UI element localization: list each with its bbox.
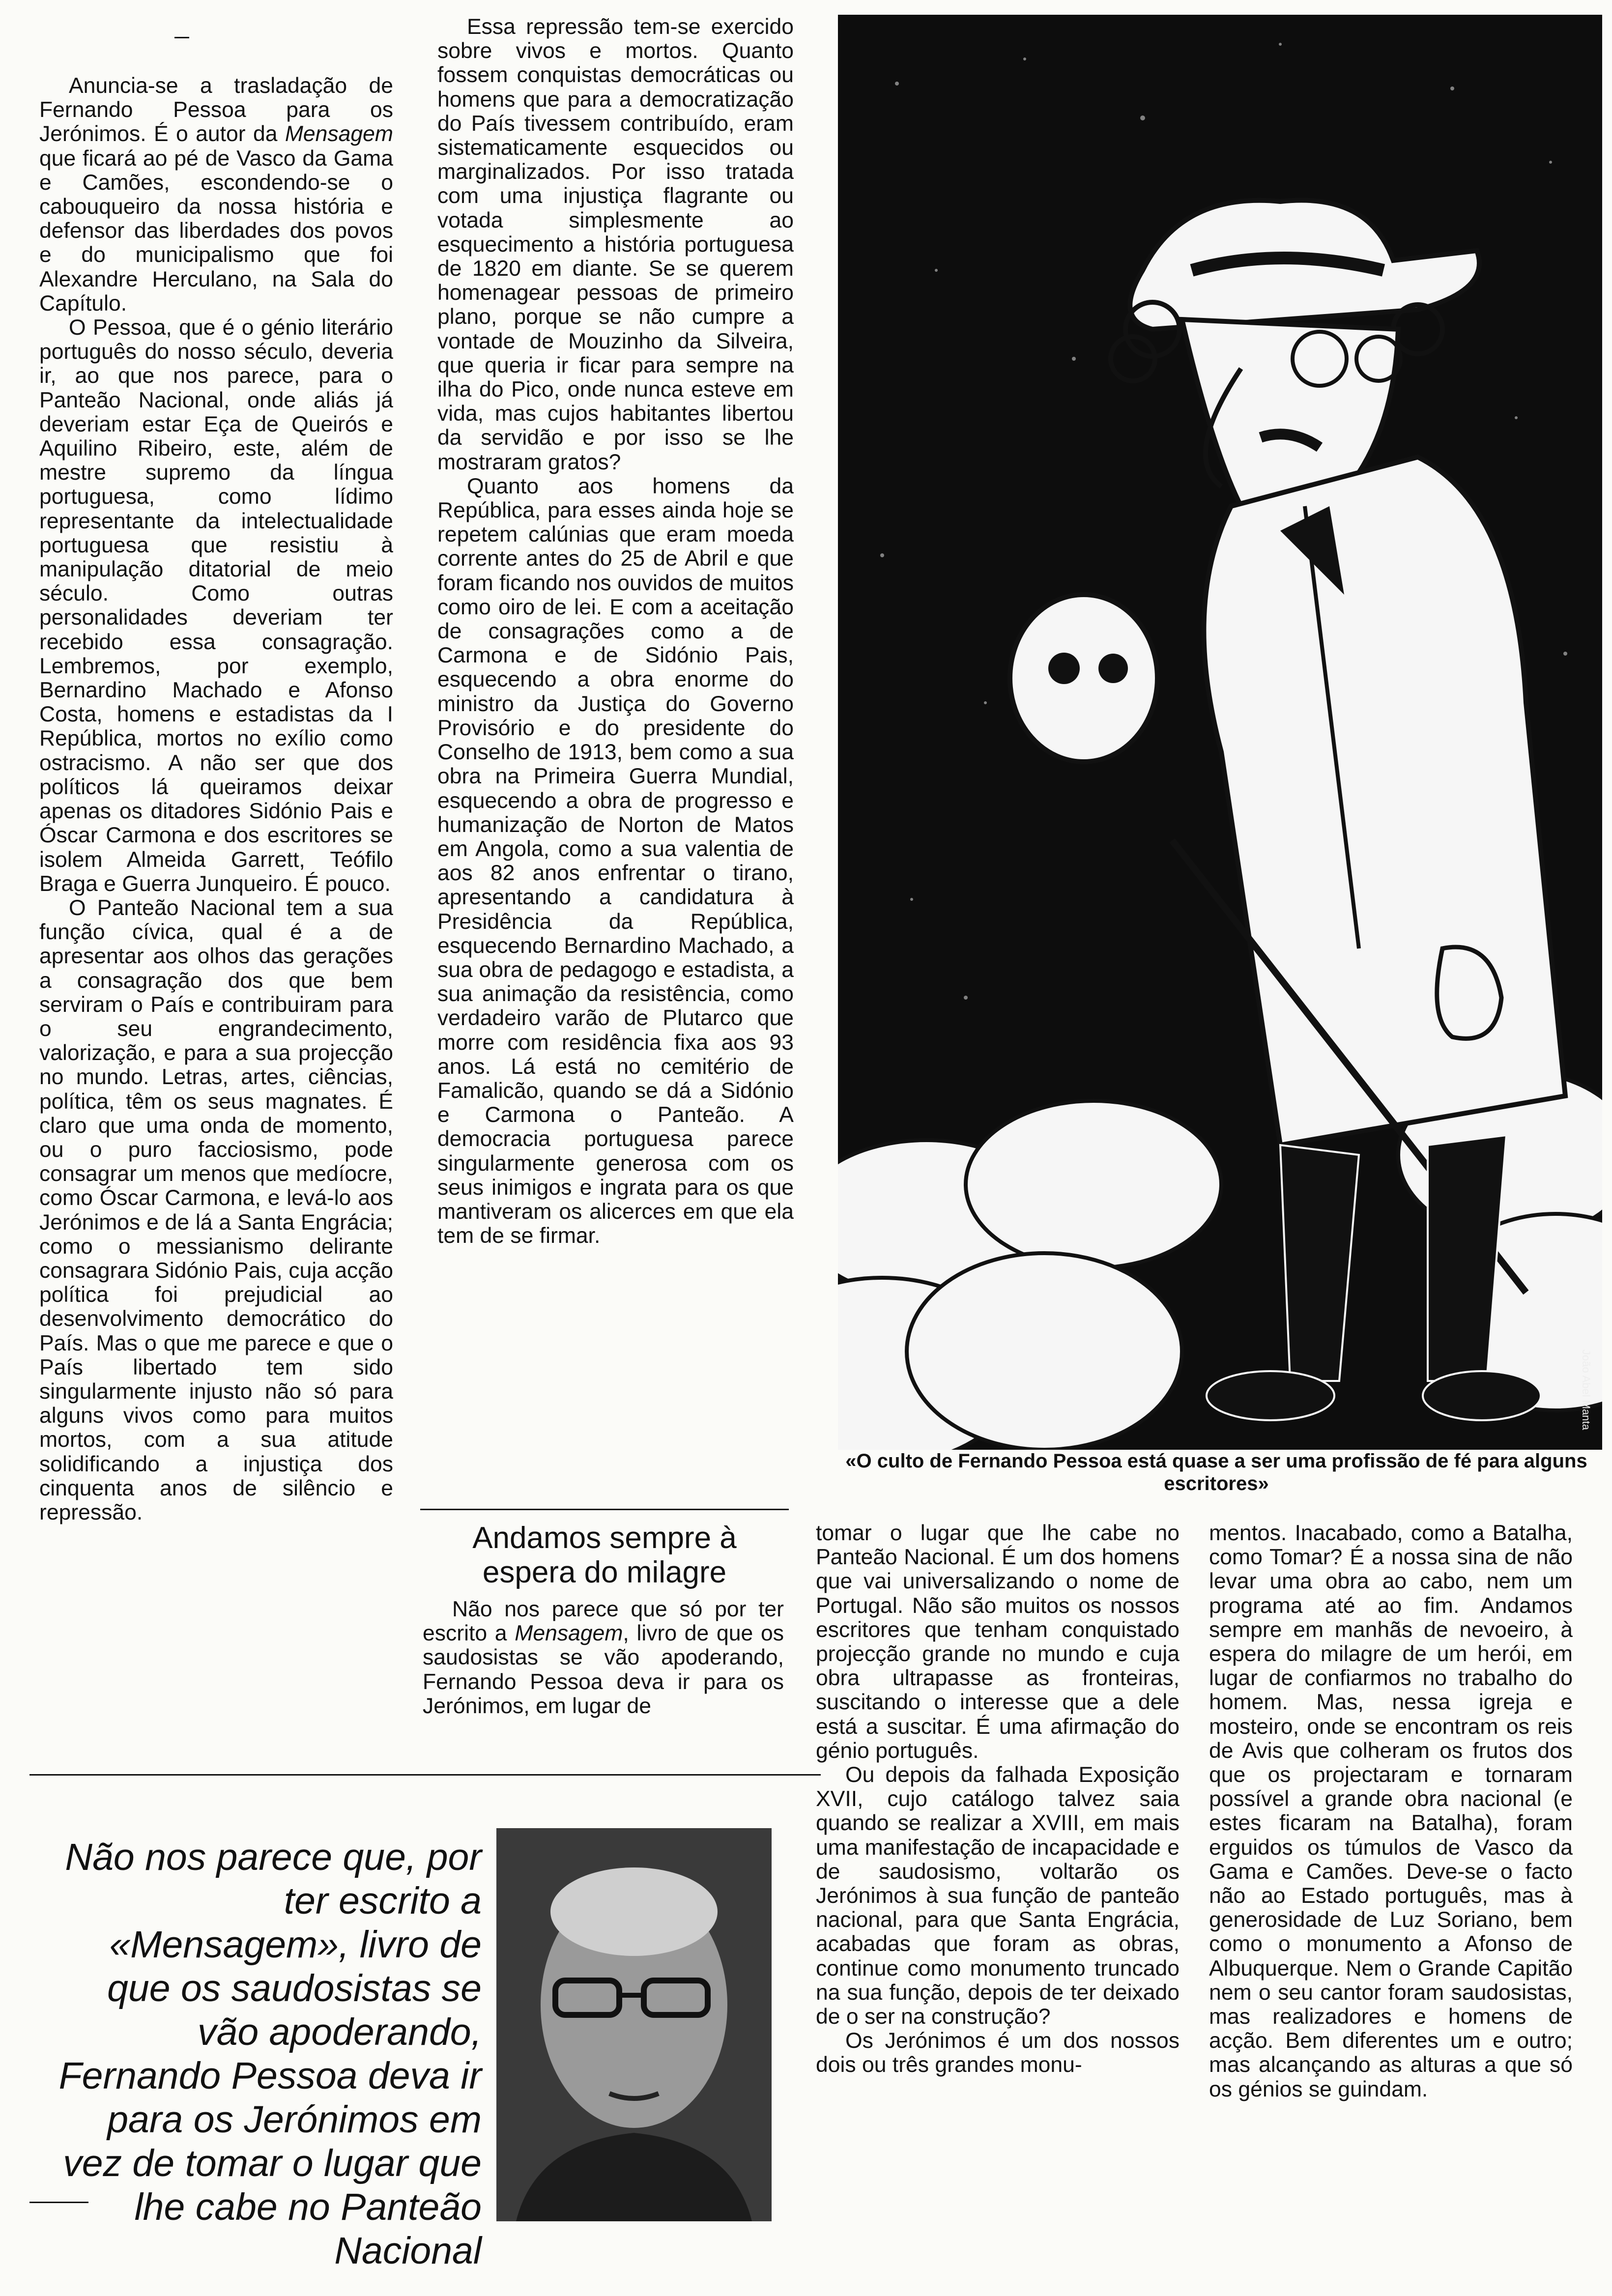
caricature-pessoa-icon bbox=[838, 15, 1602, 1450]
paragraph: O Panteão Nacional tem a sua função cívica, qual é a de apresentar aos olhos das gerações a consagração dos que bem serviram o País e contribuiram para o seu engrandecimento, valorização, e para a sua projecção no mundo. Letras, artes, ciências, política, têm os seus magnates. É claro que uma onda de momento, ou o puro facciosismo, pode consagrar um menos que medíocre, como Óscar Carmona, e levá-lo aos Jerónimos e de lá a Santa Engrácia; como o messianismo delirante consagrara Sidónio Pais, cuja acção política foi prejudicial ao desenvolvimento democrático do País. Mas o que me parece e que o País libertado tem sido singularmente injusto não só para alguns vivos como para muitos mortos, com a sua atitude solidificando a injustiça dos cinquenta anos de silêncio e repressão. bbox=[39, 895, 393, 1524]
caricature-illustration bbox=[838, 15, 1602, 1450]
portrait-photo bbox=[496, 1828, 772, 2221]
article-column-2 bbox=[437, 15, 794, 1248]
paragraph: tomar o lugar que lhe cabe no Panteão Nacional. É um dos homens que vai universalizando o nome de Portugal. Não são muitos os nossos escritores que tenham conquistado projecção grande no mundo e cuja obra ultrapasse as fronteiras, suscitando o interesse que a dele está a suscitar. É uma afirmação do génio português. bbox=[816, 1521, 1180, 1763]
article-column-4 bbox=[1209, 1521, 1573, 2101]
article-column-2-bottom bbox=[423, 1597, 784, 1718]
illustration-caption: «O culto de Fernando Pessoa está quase a ser uma profissão de fé para alguns escritores» bbox=[845, 1450, 1587, 1494]
pull-quote: Não nos parece que, por ter escrito a «Mensagem», livro de que os saudosistas se vão apoderando, Fernando Pessoa deva ir para os Jerónimos em vez de tomar o lugar que lhe cabe no Panteão Nacional bbox=[58, 1836, 482, 2272]
paragraph: Os Jerónimos é um dos nossos dois ou três grandes monu- bbox=[816, 2029, 1180, 2077]
paragraph: Não nos parece que só por ter escrito a Mensagem, livro de que os saudosistas se vão apoderando, Fernando Pessoa deva ir para os Jerónimos, em lugar de bbox=[423, 1597, 784, 1718]
section-heading: Andamos sempre à espera do milagre bbox=[472, 1521, 737, 1589]
paragraph: Quanto aos homens da República, para esses ainda hoje se repetem calúnias que eram moeda corrente antes do 25 de Abril e que foram ficando nos ouvidos de muitos como oiro de lei. E com a aceitação de consagrações como a de Carmona e de Sidónio Pais, esquecendo a obra enorme do ministro da Justiça do Governo Provisório e do presidente do Conselho de 1913, bem como a sua obra na Primeira Guerra Mundial, esquecendo a obra de progresso e humanização de Norton de Matos em Angola, como a sua valentia de aos 82 anos enfrentar o tirano, apresentando a candidatura à Presidência da República, esquecendo Bernardino Machado, a sua obra de pedagogo e estadista, a sua animação da resistência, como verdadeiro varão de Plutarco que morre com residência fixa aos 93 anos. Lá está no cemitério de Famalicão, quando se dá a Sidónio e Carmona o Panteão. A democracia portuguesa parece singularmente generosa com os seus inimigos e ingrata para os que mantiveram os alicerces em que ela tem de se firmar. bbox=[437, 474, 794, 1248]
portrait-photo-icon bbox=[496, 1828, 772, 2221]
subhead-rule bbox=[420, 1509, 789, 1510]
paragraph: Essa repressão tem-se exercido sobre vivos e mortos. Quanto fossem conquistas democráticas ou homens que para a democratização do País tivessem contribuído, eram sistematicamente esquecidos ou marginalizados. Por isso tratada com uma injustiça flagrante ou votada simplesmente ao esquecimento a história portuguesa de 1820 em diante. Se se querem homenagear pessoas de primeiro plano, porque se não cumpre a vontade de Mouzinho da Silveira, que queria ir ficar para sempre na ilha do Pico, onde nunca esteve em vida, mas cujos habitantes libertou da servidão e por isso se lhe mostraram gratos? bbox=[437, 15, 794, 474]
article-column-3 bbox=[816, 1521, 1180, 2077]
top-dash bbox=[174, 37, 189, 38]
paragraph: mentos. Inacabado, como a Batalha, como Tomar? É a nossa sina de não levar uma obra ao cabo, nem um programa até ao fim. Andamos sempre em manhãs de nevoeiro, à espera do milagre de um herói, em lugar de confiarmos no trabalho do homem. Mas, nessa igreja e mosteiro, onde se encontram os reis de Avis que colheram os frutos dos que os projectaram e tornaram possível a grande obra nacional (e estes ficaram na Batalha), foram erguidos os túmulos de Vasco da Gama e Camões. Deve-se o facto não ao Estado português, mas à generosidade de Luz Soriano, bem como o monumento a Afonso de Albuquerque. Nem o Grande Capitão nem o seu cantor foram saudosistas, mas realizadores e homens de acção. Bem diferentes um e outro; mas alcançando as alturas a que só os génios se guindam. bbox=[1209, 1521, 1573, 2101]
pullquote-top-rule bbox=[29, 1774, 821, 1776]
paragraph: Ou depois da falhada Exposição XVII, cujo catálogo talvez saia quando se realizar a XVIII, em mais uma manifestação de incapacidade e de saudosismo, voltarão os Jerónimos à sua função de panteão nacional, para que Santa Engrácia, acabadas que foram as obras, continue como monumento truncado na sua função, depois de ter deixado de o ser na construção? bbox=[816, 1763, 1180, 2029]
paragraph: O Pessoa, que é o génio literário português do nosso século, deveria ir, ao que nos parece, para o Panteão Nacional, onde aliás já deveriam estar Eça de Queirós e Aquilino Ribeiro, este, além de mestre supremo da língua portuguesa, como lídimo representante da intelectualidade portuguesa que resistiu à manipulação ditatorial de meio século. Como outras personalidades deveriam ter recebido essa consagração. Lembremos, por exemplo, Bernardino Machado e Afonso Costa, homens e estadistas da I República, mortos no exílio como ostracismo. A não ser que dos políticos lá queiramos deixar apenas os ditadores Sidónio Pais e Óscar Carmona e dos escritores se isolem Almeida Garrett, Teófilo Braga e Guerra Junqueiro. É pouco. bbox=[39, 316, 393, 896]
article-column-1 bbox=[39, 74, 393, 1524]
artist-signature: João Abel Manta bbox=[1580, 1349, 1592, 1430]
paragraph: Anuncia-se a trasladação de Fernando Pessoa para os Jerónimos. É o autor da Mensagem que ficará ao pé de Vasco da Gama e Camões, escondendo-se o cabouqueiro da nossa história e defensor das liberdades dos povos e do municipalismo que foi Alexandre Herculano, na Sala do Capítulo. bbox=[39, 74, 393, 316]
